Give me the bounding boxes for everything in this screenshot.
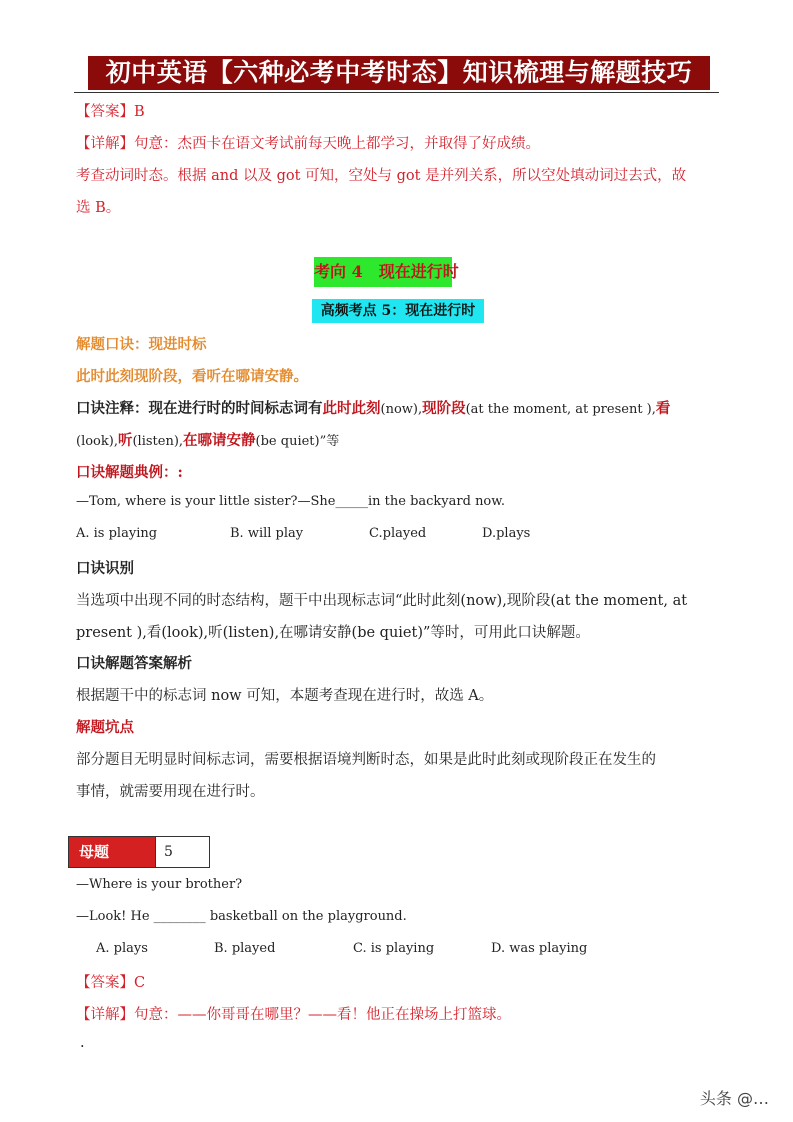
identify-text-2: present ),看(look),听(listen),在哪请安静(be quiet)”等时，可用此口诀解题。 xyxy=(76,625,590,641)
title-underline xyxy=(74,92,719,93)
example-question: —Tom, where is your little sister?—She_____in the backyard now. xyxy=(76,494,505,509)
keyword-listen: 听 xyxy=(117,432,133,449)
keyword-moment: 现阶段 xyxy=(422,400,466,417)
document-title-banner: 初中英语【六种必考中考时态】知识梳理与解题技巧 xyxy=(88,56,710,90)
mother-question-box xyxy=(68,836,210,868)
watermark: 头条 @… xyxy=(699,1089,769,1108)
pitfall-text-1: 部分题目无明显时间标志词，需要根据语境判断时态，如果是此时此刻或现阶段正在发生的 xyxy=(76,752,656,768)
mnemonic-verse: 此时此刻现阶段，看听在哪请安静。 xyxy=(76,368,308,385)
mother-option-c: C. is playing xyxy=(353,941,435,956)
prev-answer-line xyxy=(76,100,145,121)
mother-detail-text: 句意：——你哥哥在哪里？——看！他正在操场上打篮球。 xyxy=(134,1007,511,1023)
prev-detail-line xyxy=(76,132,540,153)
mother-option-b: B. played xyxy=(214,941,276,956)
prev-explain-line-1: 考查动词时态。根据 and 以及 got 可知，空处与 got 是并列关系，所以空处填动词过去式，故 xyxy=(76,168,687,184)
identify-text-1: 当选项中出现不同的时态结构，题干中出现标志词“此时此刻(now),现阶段(at the moment, at xyxy=(76,593,688,609)
section-subtitle: 高频考点 5：现在进行时 xyxy=(312,299,484,323)
mother-option-d: D. was playing xyxy=(491,941,588,956)
mother-detail-tag: 【详解】 xyxy=(76,1007,134,1023)
mother-detail-line xyxy=(76,1003,511,1024)
mother-option-a: A. plays xyxy=(96,941,148,956)
mother-question-line-1: —Where is your brother? xyxy=(76,877,243,892)
mother-question-number: 5 xyxy=(155,837,209,867)
mnemonic-note-line-2 xyxy=(76,429,339,450)
keyword-quiet: 在哪请安静 xyxy=(183,432,256,449)
mother-question-line-2: —Look! He ________ basketball on the playground. xyxy=(76,909,407,924)
answer-tag: 【答案】 xyxy=(76,104,134,120)
pitfall-label: 解题坑点 xyxy=(76,719,134,736)
note-label: 口诀注释：现在进行时的时间标志词有 xyxy=(76,400,323,417)
keyword-look-en: (look), xyxy=(76,434,118,449)
keyword-quiet-en: (be quiet)”等 xyxy=(255,434,340,449)
example-option-d: D.plays xyxy=(482,526,531,541)
trailing-dot: . xyxy=(80,1035,85,1051)
mother-answer-line xyxy=(76,971,145,992)
prev-explain-line-2: 选 B。 xyxy=(76,200,121,216)
mother-question-label: 母题 xyxy=(69,837,155,867)
keyword-look: 看 xyxy=(655,400,671,417)
section-title: 考向 4 现在进行时 xyxy=(314,257,452,287)
detail-text: 句意：杰西卡在语文考试前每天晚上都学习，并取得了好成绩。 xyxy=(134,136,540,152)
example-option-b: B. will play xyxy=(230,526,304,541)
identify-label: 口诀识别 xyxy=(76,560,134,577)
answer-value: B xyxy=(134,104,145,120)
example-label: 口诀解题典例：: xyxy=(76,464,183,481)
keyword-now: 此时此刻 xyxy=(322,400,381,417)
keyword-now-en: (now), xyxy=(380,402,423,417)
analysis-text: 根据题干中的标志词 now 可知，本题考查现在进行时，故选 A。 xyxy=(76,688,494,704)
keyword-moment-en: (at the moment, at present ), xyxy=(465,402,656,417)
mother-answer-tag: 【答案】 xyxy=(76,975,134,991)
mother-answer-value: C xyxy=(134,975,146,991)
pitfall-text-2: 事情，就需要用现在进行时。 xyxy=(76,784,265,800)
example-option-c: C.played xyxy=(369,526,427,541)
example-option-a: A. is playing xyxy=(76,526,158,541)
detail-tag: 【详解】 xyxy=(76,136,134,152)
keyword-listen-en: (listen), xyxy=(132,434,184,449)
mnemonic-label: 解题口诀：现进时标 xyxy=(76,336,207,353)
analysis-label: 口诀解题答案解析 xyxy=(76,655,192,672)
mnemonic-note-line-1 xyxy=(76,397,670,418)
